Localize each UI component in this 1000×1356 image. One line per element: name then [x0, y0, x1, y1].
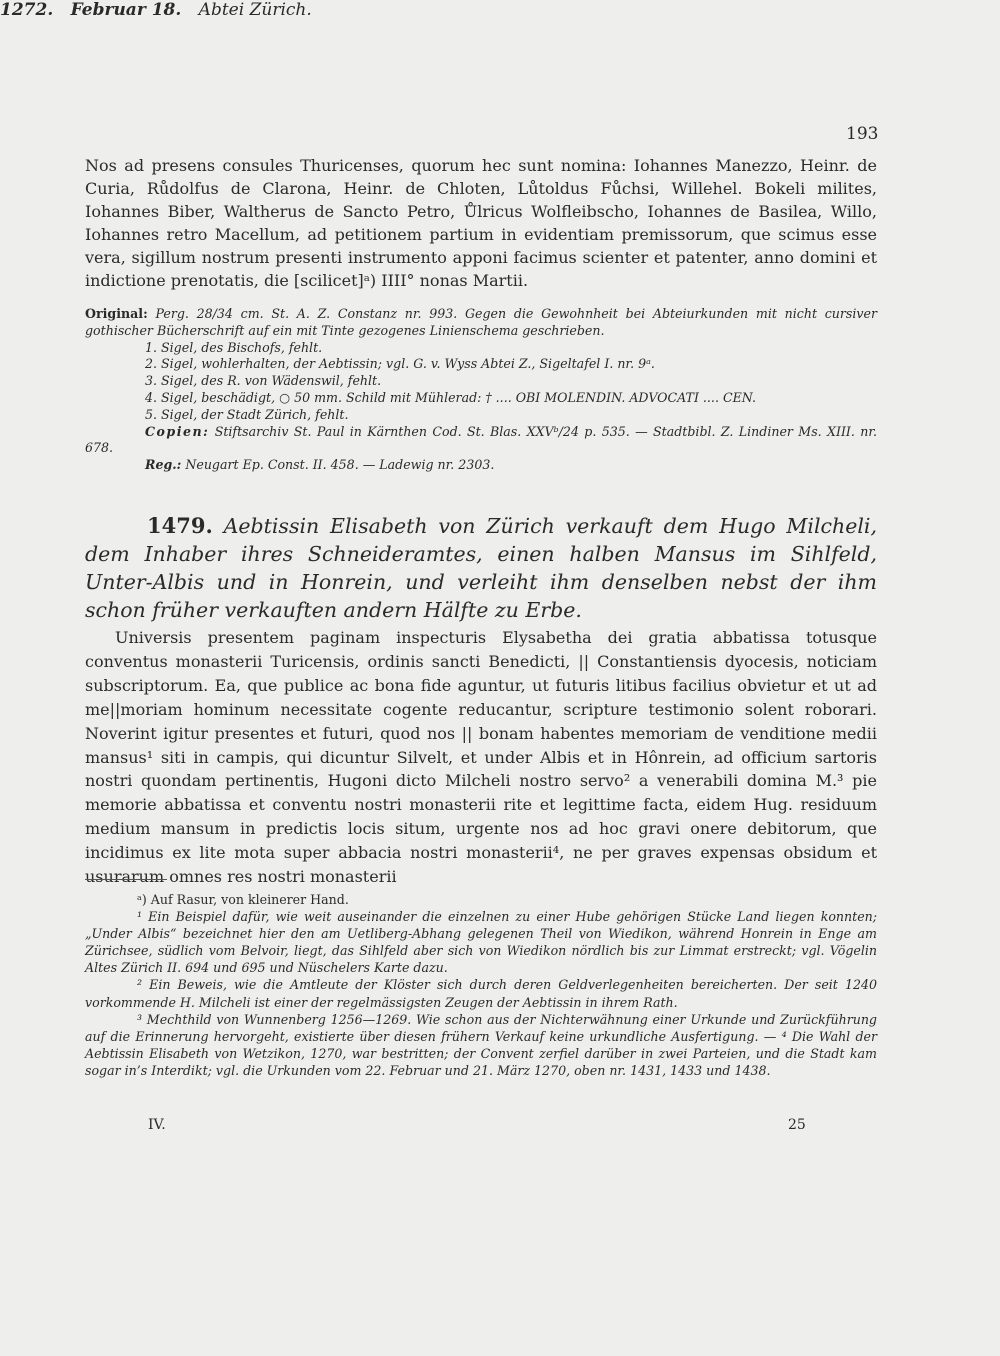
copies-label: Copien: — [145, 423, 210, 439]
charter-paragraph: Universis presentem paginam inspecturis Elysabetha dei gratia abbatissa totusque conventus monasterii Turicensis, ordinis sancti Benedicti, || Constantiensis dyocesis, noticiam subscriptorum. Ea, que publice ac bona fide aguntur, ut futuris litibus facilius obvietur et ut ad me||moriam hominum necessitate cogente reducantur, scripture testimonio solent roborari. Noverint igitur presentes et futuri, quod nos || bonam habentes memoriam de venditione medii mansus¹ siti in campis, qui dicuntur Silvelt, et under Albis et in Hônrein, ad officium sartoris nostri quondam pertinentis, Hugoni dicto Milcheli nostro servo² a venerabili domina M.³ pie memorie abbatissa et conventu nostri monasterii rite et legittime facta, eidem Hug. residuum medium mansum in predictis locis situm, urgente nos ad hoc gravi onere debitorum, que incidimus ex lite mota super abbacia nostri monasterii⁴, ne per graves expensas obsidum et usurarum omnes res nostri monasterii — [85, 628, 877, 887]
seal-note-2: 2. Sigel, wohlerhalten, der Aebtissin; vgl. G. v. Wyss Abtei Z., Sigeltafel I. nr. 9ᵃ. — [145, 356, 655, 372]
seal-note-4: 4. Sigel, beschädigt, ○ 50 mm. Schild mit Mühlerad: † .... OBI MOLENDIN. ADVOCATI .... CEN. — [145, 389, 756, 405]
signature-marker: 25 — [788, 1117, 806, 1133]
footnote-divider — [85, 879, 167, 880]
reg-text: Neugart Ep. Const. II. 458. — Ladewig nr. 2303. — [185, 457, 495, 473]
heading-text: Aebtissin Elisabeth von Zürich verkauft dem Hugo Milcheli, dem Inhaber ihres Schneideramtes, einen halben Mansus im Sihlfeld, Unter-Albis und in Honrein, und verleiht ihm denselben nebst der ihm schon früher verkauften andern Hälfte zu Erbe. — [85, 514, 877, 622]
footnotes — [85, 891, 877, 1079]
copies-text: Stiftsarchiv St. Paul in Kärnthen Cod. St. Blas. XXVᵇ/24 p. 535. — Stadtbibl. Z. Lindiner Ms. XIII. nr. 678. — [85, 423, 877, 456]
volume-marker: IV. — [148, 1117, 166, 1133]
archival-notes — [85, 306, 877, 474]
date-year: 1272. — [0, 0, 54, 20]
document-number: 1479. — [147, 513, 213, 538]
footnote-a: ᵃ) Auf Rasur, von kleinerer Hand. — [137, 892, 349, 907]
seal-note-3: 3. Sigel, des R. von Wädenswil, fehlt. — [145, 373, 382, 389]
reg-label: Reg.: — [145, 457, 182, 473]
date-day: Februar 18. — [70, 0, 182, 20]
page-number: 193 — [846, 124, 879, 144]
seal-note-1: 1. Sigel, des Bischofs, fehlt. — [145, 339, 323, 355]
original-label: Original: — [85, 306, 148, 321]
footnote-3-4: ³ Mechthild von Wunnenberg 1256—1269. Wie schon aus der Nichterwähnung einer Urkunde und Zurückführung auf die Erinnerung hervorgeht, existierte über diesen frühern Verkauf keine urkundliche Ausfertigung. — ⁴ Die Wahl der Aebtissin Elisabeth von Wetzikon, 1270, war bestritten; der Convent zerfiel darüber in zwei Parteien, und die Stadt kam sogar in’s Interdikt; vgl. die Urkunden vom 22. Februar und 21. März 1270, oben nr. 1431, 1433 und 1438. — [85, 1011, 877, 1078]
original-text: Perg. 28/34 cm. St. A. Z. Constanz nr. 993. Gegen die Gewohnheit bei Abteiurkunden mit nicht cursiver gothischer Bücherschrift auf ein mit Tinte gezogenes Linienschema geschrieben. — [85, 306, 877, 338]
date-place: Abtei Zürich. — [198, 0, 312, 20]
document-date — [0, 0, 400, 20]
document-heading — [85, 512, 877, 624]
footnote-2: ² Ein Beweis, wie die Amtleute der Klöster sich durch deren Geldverlegenheiten bereicherten. Der seit 1240 vorkommende H. Milcheli ist einer der regelmässigsten Zeugen der Aebtissin in ihrem Rath. — [85, 977, 877, 1010]
footnote-1: ¹ Ein Beispiel dafür, wie weit auseinander die einzelnen zu einer Hube gehörigen Stücke Land liegen konnten; „Under Albis“ bezeichnet hier den am Uetliberg-Abhang gelegenen Theil von Wiedikon, während Honrein in Enge am Zürichsee, südlich vom Belvoir, liegt, das Sihlfeld aber sich von Wiedikon nördlich bis zur Limmat erstreckt; vgl. Vögelin Altes Zürich II. 694 und 695 und Nüschelers Karte dazu. — [85, 909, 877, 976]
charter-text — [85, 626, 877, 889]
seal-note-5: 5. Sigel, der Stadt Zürich, fehlt. — [145, 406, 349, 422]
intro-paragraph: Nos ad presens consules Thuricenses, quorum hec sunt nomina: Iohannes Manezzo, Heinr. de Curia, Růdolfus de Clarona, Heinr. de Chloten, Lůtoldus Fůchsi, Willehel. Bokeli milites, Iohannes Biber, Waltherus de Sancto Petro, Ůlricus Wolfleibscho, Iohannes de Basilea, Willo, Iohannes retro Macellum, ad petitionem partium in evidentiam premissorum, que scimus esse vera, sigillum nostrum presenti instrumento apponi facimus scienter et patenter, anno domini et indictione prenotatis, die [scilicet]ᵃ) IIII° nonas Martii. — [85, 156, 877, 290]
